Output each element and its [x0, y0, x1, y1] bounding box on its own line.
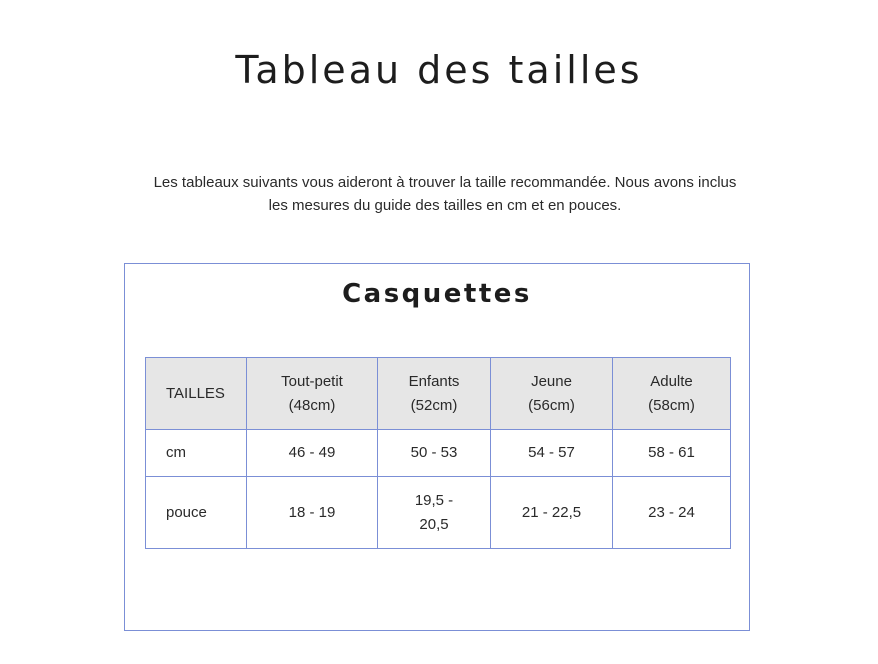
table-cell-line: 19,5 - [414, 491, 454, 509]
header-size-measure: (48cm) [288, 396, 336, 414]
row-label: cm [146, 430, 247, 477]
intro-line-2: les mesures du guide des tailles en cm et en pouces. [268, 197, 622, 214]
table-cell: 54 - 57 [491, 430, 613, 477]
table-header-row [146, 358, 731, 430]
header-cell-label: TAILLES [146, 358, 247, 430]
table-cell [378, 477, 491, 549]
size-table [145, 357, 731, 549]
table-cell: 18 - 19 [247, 477, 378, 549]
header-size-name: Adulte [650, 372, 693, 390]
header-size-measure: (56cm) [528, 396, 575, 414]
table-cell: 50 - 53 [378, 430, 491, 477]
table-cell: 21 - 22,5 [491, 477, 613, 549]
intro-text [120, 171, 770, 217]
header-cell [378, 358, 491, 430]
table-cell: 46 - 49 [247, 430, 378, 477]
header-size-measure: (52cm) [410, 396, 458, 414]
header-size-name: Enfants [408, 372, 460, 390]
table-row [146, 430, 731, 477]
card-title: Casquettes [342, 279, 532, 309]
row-label: pouce [146, 477, 247, 549]
header-cell [247, 358, 378, 430]
header-size-measure: (58cm) [648, 396, 695, 414]
header-cell [491, 358, 613, 430]
table-row [146, 477, 731, 549]
table-cell: 23 - 24 [613, 477, 731, 549]
size-chart-card [124, 263, 750, 631]
intro-line-1: Les tableaux suivants vous aideront à trouver la taille recommandée. Nous avons inclus [153, 174, 737, 191]
header-size-name: Jeune [531, 372, 572, 390]
table-cell: 58 - 61 [613, 430, 731, 477]
header-size-name: Tout-petit [281, 372, 343, 390]
header-cell [613, 358, 731, 430]
table-cell-line: 20,5 [419, 515, 449, 533]
page-title: Tableau des tailles [235, 48, 643, 92]
